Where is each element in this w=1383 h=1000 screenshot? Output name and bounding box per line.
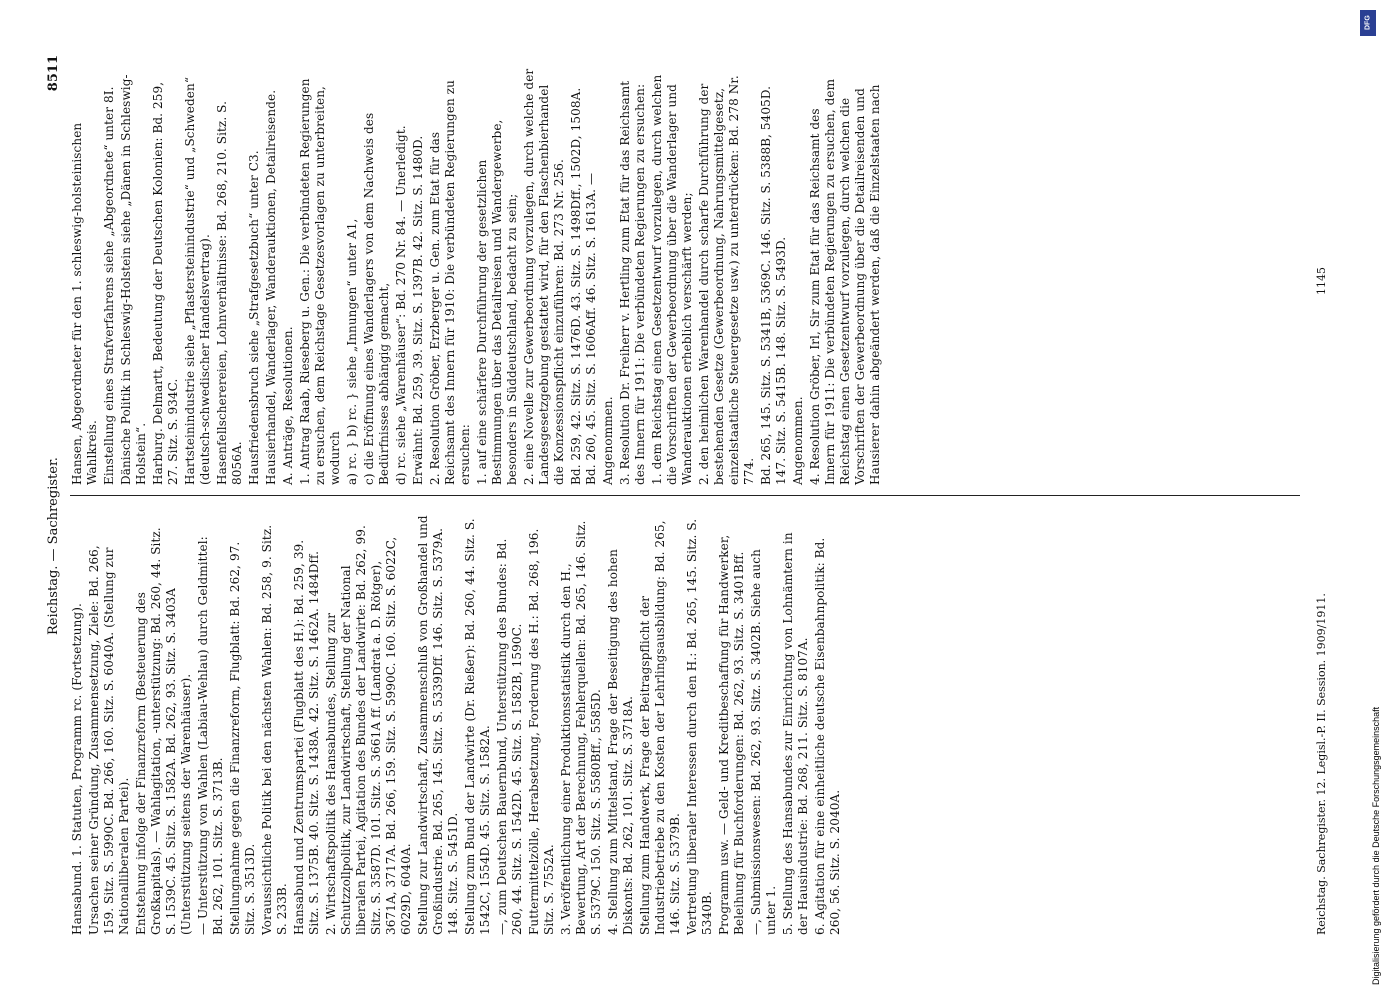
register-entry: 4. Stellung zum Mittelstand, Frage der Beseitigung des hohen Diskonts: Bd. 262, 101. Sitz. S. 3718A. bbox=[606, 549, 635, 935]
register-entry: Hansabund und Zentrumspartei (Flugblatt des H.): Bd. 259, 39. Sitz. S. 1375B. 40. Sitz. S. 1438A. 42. Sitz. S. 1462A. 1484Dff. bbox=[292, 539, 321, 935]
register-entry: Angenommen. bbox=[791, 396, 805, 485]
register-entry: 1. auf eine schärfere Durchführung der gesetzlichen Bestimmungen über das Detailreisen und Wandergewerbe, besonders in Süddeutschland, bedacht zu sein; bbox=[475, 119, 519, 485]
register-entry: Dänische Politik in Schleswig-Holstein siehe „Dänen in Schleswig-Holstein“. bbox=[119, 74, 148, 485]
register-entry: Bd. 259, 42. Sitz. S. 1476D. 43. Sitz. S. 1498Dff., 1502D, 1508A. Bd. 260, 45. Sitz. S. 1606Aff. 46. Sitz. S. 1613A. — bbox=[569, 87, 598, 485]
footer-left: Reichstag. Sachregister. 12. Legisl.-P. II. Session. 1909/1911. bbox=[1315, 593, 1328, 935]
register-entry: —, zum Deutschen Bauernbund, Unterstützung des Bundes: Bd. 260, 44. Sitz. S. 1542D. 45. Sitz. S. 1582B, 1590C. bbox=[495, 538, 524, 935]
register-entry: 4. Resolution Gröber, Irl, Sir zum Etat für das Reichsamt des Innern für 1911: Die verbündeten Regierungen zu ersuchen, dem Reichstag einen Gesetzentwurf vorzulegen, durch welchen die Vorschriften der Gewerbeordnung über die Detailreisenden und Hausierer dahin abgeändert werden, daß die Einzelstaaten nach bbox=[808, 78, 882, 485]
register-entry: Hausierhandel, Wanderlager, Wanderauktionen, Detailreisende. bbox=[264, 89, 278, 485]
register-entry: — Unterstützung von Wahlen (Labiau-Wehlau) durch Geldmittel: Bd. 262, 101. Sitz. S. 3713B. bbox=[196, 536, 225, 935]
column-left bbox=[70, 515, 842, 935]
register-entry: 3. Resolution Dr. Freiherr v. Hertling zum Etat für das Reichsamt des Innern für 1911: Die verbündeten Regierungen zu ersuchen: bbox=[618, 80, 647, 485]
register-entry: —, Submissionswesen: Bd. 262, 93. Sitz. S. 3402B. Siehe auch unter 1. bbox=[749, 549, 778, 935]
register-entry: Stellung zum Handwerk, Frage der Beitragspflicht der Industriebetriebe zu den Kosten der Lehrlingsausbildung: Bd. 265, 146. Sitz. S. 5379B. bbox=[638, 520, 682, 935]
register-entry: Angenommen. bbox=[601, 396, 615, 485]
register-entry: 2. eine Novelle zur Gewerbeordnung vorzulegen, durch welche der Landesgesetzgebung gestattet wird, für den Flaschenbierhandel die Konzessionspflicht einzuführen: Bd. 273 Nr. 256. bbox=[522, 68, 566, 485]
credit-sidebar bbox=[1357, 0, 1379, 1000]
register-entry: 1. Antrag Raab, Rieseberg u. Gen.: Die verbündeten Regierungen zu ersuchen, dem Reichstage Gesetzesvorlagen zu unterbreiten, wodurch bbox=[298, 78, 342, 485]
register-entry: 2. Wirtschaftspolitik des Hansabundes, Stellung zur Schutzzollpolitik, zur Landwirtschaft, Stellung der National liberalen Partei, Agitation des Bundes der Landwirte: Bd. 262, 99. Sitz. S. 3587D. 101. Sitz. S. 3661A ff. (Landrat a. D. Rötger), 3671A, 3717A. Bd. 266, 159. Sitz. S. 5990C. 160. Sitz. S. 6022C, 6029D, 6040A. bbox=[324, 525, 413, 935]
register-entry: Entstehung infolge der Finanzreform (Besteuerung des Großkapitals). — Wahlagitation, -unterstützung: Bd. 260, 44. Sitz. S. 1539C. 45. Sitz. S. 1582A. Bd. 262, 93. Sitz. S. 3403A (Unterstützung seitens der Warenhäuser). bbox=[134, 527, 193, 935]
register-entry: Erwähnt: Bd. 259, 39. Sitz. S. 1397B. 42. Sitz. S. 1480D. bbox=[411, 135, 425, 485]
register-entry: 1. dem Reichstag einen Gesetzentwurf vorzulegen, durch welchen die Vorschriften der Gewerbeordnung über die Wanderlager und Wanderauktionen erheblich verschärft werden; bbox=[650, 74, 694, 485]
digitization-credit: Digitalisierung gefördert durch die Deutsche Forschungsgemeinschaft bbox=[1371, 706, 1381, 985]
footer bbox=[1315, 55, 1328, 935]
footer-right: 1145 bbox=[1315, 267, 1328, 295]
register-entry: Hansabund. 1. Statuten, Programm rc. (Fortsetzung). bbox=[70, 603, 84, 935]
running-head bbox=[46, 55, 61, 935]
register-entry: 6. Agitation für eine einheitliche deutsche Eisenbahnpolitik: Bd. 260, 56. Sitz. S. 2040A. bbox=[813, 537, 842, 935]
register-entry: Hasenfellscherereien, Lohnverhältnisse: Bd. 268, 210. Sitz. S. 8056A. bbox=[215, 101, 244, 485]
register-entry: Stellung zum Bund der Landwirte (Dr. Rießer): Bd. 260, 44. Sitz. S. 1542C, 1554D. 45. Sitz. S. 1582A. bbox=[463, 518, 492, 935]
register-entry: Hartsteinindustrie siehe „Pflastersteinindustrie“ und „Schweden“ (deutsch-schwedischer Handelsvertrag). bbox=[183, 76, 212, 485]
register-entry: 5. Stellung des Hansabundes zur Einrichtung von Lohnämtern in der Hausindustrie: Bd. 268, 211. Sitz. S. 8107A. bbox=[781, 532, 810, 935]
register-entry: Futtermittelzölle, Herabsetzung, Forderung des H.: Bd. 268, 196. Sitz. S. 7552A. bbox=[527, 528, 556, 935]
column-right bbox=[70, 65, 882, 485]
register-entry: Stellungnahme gegen die Finanzreform, Flugblatt: Bd. 262, 97. Sitz. S. 3513D. bbox=[228, 541, 257, 935]
register-entry: 2. den heimlichen Warenhandel durch scharfe Durchführung der bestehenden Gesetze (Gewerbeordnung, Nahrungsmittelgesetz, einzelstaatliche Steuergesetze usw.) zu unterdrücken: Bd. 278 Nr. 774. bbox=[697, 75, 756, 485]
register-entry: Einstellung eines Strafverfahrens siehe „Abgeordnete“ unter 8I. bbox=[102, 86, 116, 485]
register-entry: Programm usw. — Geld- und Kreditbeschaffung für Handwerker, Beleihung für Buchforderungen: Bd. 262, 93. Sitz. S. 3401Bff. bbox=[717, 534, 746, 935]
register-entry: Bd. 265, 145. Sitz. S. 5341B, 5369C. 146. Sitz. S. 5388B, 5405D. 147. Sitz. S. 5415B. 148. Sitz. S. 5493D. bbox=[759, 85, 788, 485]
rotated-register-page bbox=[40, 55, 1340, 945]
register-entry: Ursachen seiner Gründung, Zusammensetzung, Ziele: Bd. 266, 159. Sitz. S. 5990C. Bd. 266, 160. Sitz. S. 6040A. (Stellung zur Nationalliberalen Partei). bbox=[87, 545, 131, 935]
register-entry: c) die Eröffnung eines Wanderlagers von dem Nachweis des Bedürfnisses abhängig gemacht, bbox=[362, 112, 391, 485]
register-entry: d) rc. siehe „Warenhäuser“: Bd. 270 Nr. 84. — Unerledigt. bbox=[394, 125, 408, 485]
register-entry: a) rc. } b) rc. } siehe „Innungen“ unter A1, bbox=[345, 218, 359, 485]
register-entry: Harburg. Delmartt, Bedeutung der Deutschen Kolonien: Bd. 259, 27. Sitz. S. 934C. bbox=[151, 81, 180, 485]
register-entry: Vertretung liberaler Interessen durch den H.: Bd. 265, 145. Sitz. S. 5340B. bbox=[685, 518, 714, 935]
column-divider bbox=[70, 495, 1300, 496]
dfg-logo: DFG bbox=[1360, 10, 1376, 36]
register-entry: Voraussichtliche Politik bei den nächsten Wahlen: Bd. 258, 9. Sitz. S. 233B. bbox=[260, 524, 289, 935]
running-head-text: Reichstag. — Sachregister. bbox=[46, 457, 61, 635]
register-entry: Stellung zur Landwirtschaft, Zusammenschluß von Großhandel und Großindustrie. Bd. 265, 145. Sitz. S. 5339Dff. 146. Sitz. S. 5379A. 148. Sitz. S. 5451D. bbox=[416, 515, 460, 935]
register-entry: 2. Resolution Gröber, Erzberger u. Gen. zum Etat für das Reichsamt des Innern für 1910: Die verbündeten Regierungen zu ersuchen: bbox=[428, 79, 472, 485]
page-number: 8511 bbox=[46, 55, 61, 92]
register-entry: A. Anträge, Resolutionen. bbox=[281, 326, 295, 485]
register-entry: Hausfriedensbruch siehe „Strafgesetzbuch“ unter C3. bbox=[247, 150, 261, 485]
register-entry: 3. Veröffentlichung einer Produktionsstatistik durch den H., Bewertung, Art der Berechnung, Fehlerquellen: Bd. 265, 146. Sitz. S. 5379C. 150. Sitz. S. 5580Bff., 5585D. bbox=[559, 520, 603, 935]
register-entry: Hansen, Abgeordneter für den 1. schleswig-holsteinischen Wahlkreis. bbox=[70, 122, 99, 485]
